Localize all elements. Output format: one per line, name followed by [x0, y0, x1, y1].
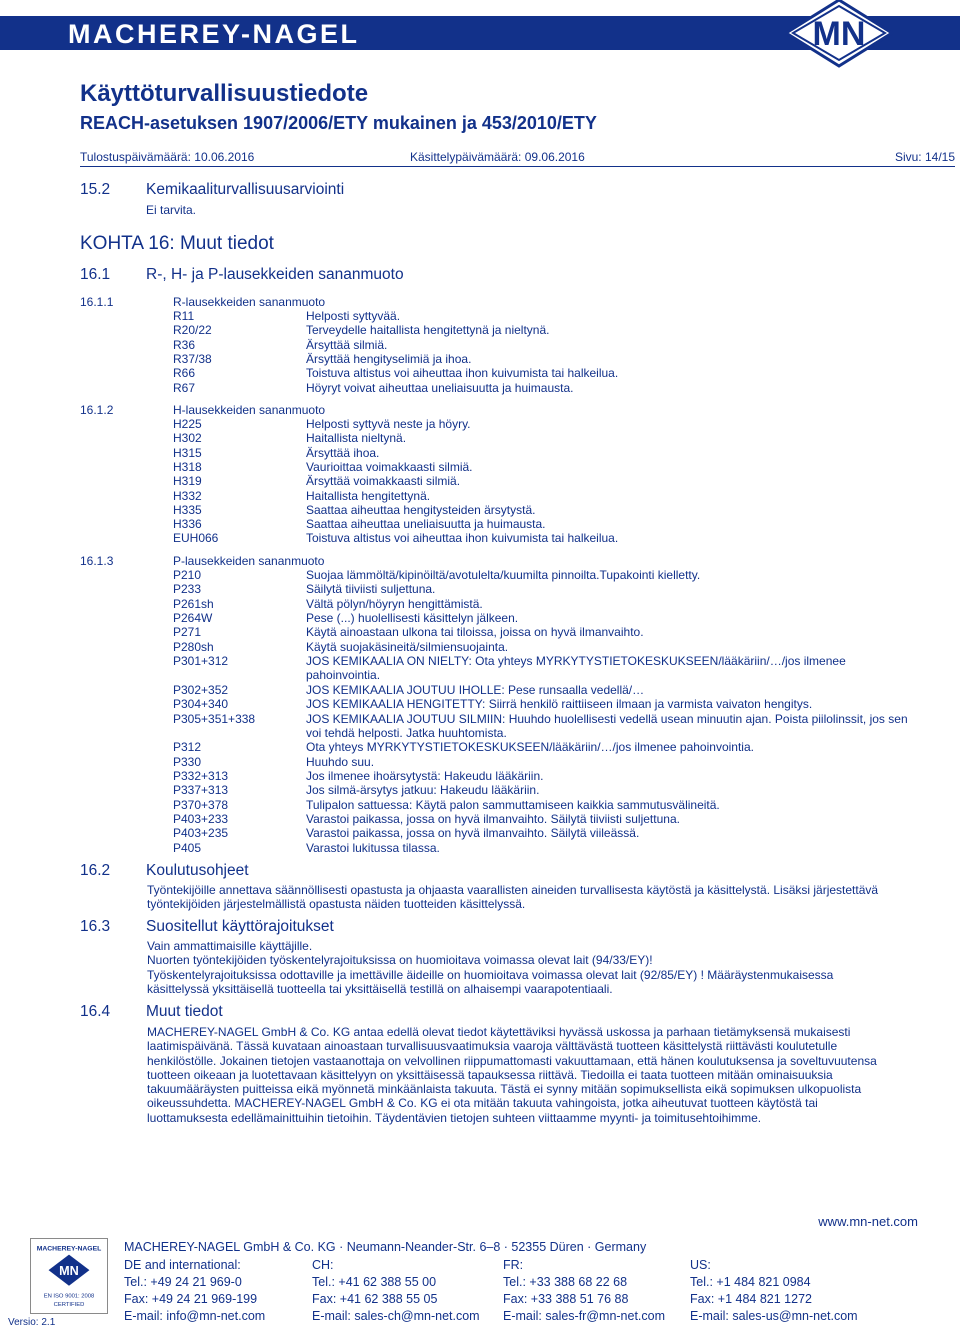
contact-email[interactable]: E-mail: sales-us@mn-net.com [690, 1309, 858, 1323]
phrase-code: P301+312 [173, 654, 229, 669]
phrase-text: Toistuva altistus voi aiheuttaa ihon kuivumista tai halkeilua. [306, 531, 619, 546]
phrase-code: EUH066 [173, 531, 219, 546]
phrase-code: R20/22 [173, 323, 212, 338]
phrase-code: P261sh [173, 596, 214, 611]
phrase-text: Jos ilmenee ihoärsytystä: Hakeudu lääkäriin. [306, 768, 544, 783]
phrase-code: R11 [173, 309, 195, 323]
phrase-text: Ärsyttää hengityselimiä ja ihoa. [306, 351, 472, 366]
subsection-number: 16.1.3 [80, 554, 114, 568]
contact-fax: Fax: +33 388 51 76 88 [503, 1292, 629, 1306]
phrase-code: H225 [173, 417, 202, 431]
contact-title: DE and international: [124, 1258, 241, 1272]
phrase-code: H302 [173, 431, 202, 446]
phrase-text: JOS KEMIKAALIA JOUTUU SILMIIN: Huuhdo huolellisesti vedellä usean minuutin ajan. Poista piilolinssit, jos sen voi tehdä helposti. Jatka huuhtomista. [306, 711, 908, 740]
phrase-text: Haitallista hengitettynä. [306, 488, 431, 503]
phrase-text: Varastoi paikassa, jossa on hyvä ilmanvaihto. Säilytä viileässä. [306, 826, 640, 841]
subsection-title: R-lausekkeiden sananmuoto [173, 295, 326, 309]
restrictions-line-1: Vain ammattimaisille käyttäjille. [147, 939, 313, 953]
phrase-code: P370+378 [173, 797, 229, 812]
svg-text:MN: MN [59, 1264, 79, 1279]
header-divider [80, 166, 955, 167]
phrase-text: Haitallista nieltynä. [306, 431, 407, 446]
contact-tel: Tel.: +1 484 821 0984 [690, 1275, 811, 1289]
contact-tel: Tel.: +49 24 21 969-0 [124, 1275, 242, 1289]
section-16-2 [80, 862, 480, 882]
phrase-code: P264W [173, 611, 213, 626]
phrase-text: Helposti syttyvää. [306, 309, 401, 323]
page-subtitle: REACH-asetuksen 1907/2006/ETY mukainen ja 453/2010/ETY [80, 113, 597, 133]
page-number: Sivu: 14/15 [894, 150, 955, 164]
restrictions-line-3: Työskentelyrajoituksissa odottaville ja imettäville äideille on huomioitava voimassa olevat lait (92/85/EY) ! Määräystenmukaisessa käsittelyssä yksittäisellä tuotteella tai yksittäisellä testillä on alhaisempi vaarapotentiaali. [147, 968, 834, 997]
phrase-text: Ärsyttää voimakkaasti silmiä. [306, 474, 461, 489]
phrase-text: Varastoi lukitussa tilassa. [306, 840, 440, 855]
contact-fr [503, 1257, 665, 1325]
process-date: Käsittelypäivämäärä: 09.06.2016 [410, 150, 585, 164]
contact-email[interactable]: E-mail: sales-ch@mn-net.com [312, 1309, 480, 1323]
phrase-text: JOS KEMIKAALIA ON NIELTY: Ota yhteys MYRKYTYSTIETOKESKUKSEEN/lääkäriin/…/jos ilmenee pahoinvointia. [306, 654, 846, 683]
phrase-text: Helposti syttyvä neste ja höyry. [306, 417, 471, 431]
contact-tel: Tel.: +33 388 68 22 68 [503, 1275, 628, 1289]
phrase-text: Huuhdo suu. [306, 754, 375, 769]
subsection-number: 16.1.2 [80, 403, 114, 417]
section-number: 16.2 [80, 862, 111, 879]
phrase-text: Toistuva altistus voi aiheuttaa ihon kuivumista tai halkeilua. [306, 366, 619, 381]
phrase-code: R36 [173, 337, 196, 352]
phrase-code: R67 [173, 380, 196, 395]
phrase-text: Pese (...) huolellisesti käsittelyn jälkeen. [306, 611, 519, 626]
phrase-text: Saattaa aiheuttaa hengitysteiden ärsytystä. [306, 502, 536, 517]
section-number: 16.4 [80, 1003, 111, 1020]
phrase-code: P403+235 [173, 826, 229, 841]
phrase-code: P302+352 [173, 682, 229, 697]
section-title: R-, H- ja P-lausekkeiden sananmuoto [146, 266, 404, 283]
section-title: Kemikaaliturvallisuusarviointi [146, 181, 345, 198]
section-16-3 [80, 918, 480, 938]
phrase-code: P312 [173, 740, 202, 755]
phrase-code: P271 [173, 625, 202, 640]
phrase-text: Jos silmä-ärsytys jatkuu: Hakeudu lääkäriin. [306, 783, 540, 798]
subsection-title: P-lausekkeiden sananmuoto [173, 554, 325, 568]
phrase-code: P210 [173, 568, 202, 582]
phrase-text: Ärsyttää ihoa. [306, 445, 380, 460]
phrase-code: P332+313 [173, 768, 229, 783]
section-title: Suositellut käyttörajoitukset [146, 918, 334, 935]
contact-de [124, 1257, 265, 1325]
contact-title: FR: [503, 1258, 524, 1272]
section-title: Muut tiedot [146, 1003, 223, 1020]
phrase-text: JOS KEMIKAALIA HENGITETTY: Siirrä henkilö raittiiseen ilmaan ja varmista vaivaton hengitys. [306, 697, 813, 712]
top-banner [0, 0, 960, 62]
phrase-text: Terveydelle haitallista hengitettynä ja nieltynä. [306, 323, 550, 338]
print-date: Tulostuspäivämäärä: 10.06.2016 [80, 150, 255, 164]
subsection-number: 16.1.1 [80, 295, 114, 309]
company-address: MACHEREY-NAGEL GmbH & Co. KG · Neumann-Neander-Str. 6–8 · 52355 Düren · Germany [124, 1240, 647, 1254]
contact-title: CH: [312, 1258, 334, 1272]
phrase-text: Vaurioittaa voimakkaasti silmiä. [306, 459, 473, 474]
section-15-2-text: Ei tarvita. [146, 203, 197, 217]
phrase-text: Tulipalon sattuessa: Käytä palon sammuttamiseen kaikkia sammutusvälineitä. [306, 797, 720, 812]
certified-logo-icon [30, 1238, 108, 1314]
contact-fax: Fax: +1 484 821 1272 [690, 1292, 812, 1306]
phrase-text: Vältä pölyn/höyryn hengittämistä. [306, 596, 483, 611]
contact-title: US: [690, 1258, 711, 1272]
phrase-code: P330 [173, 754, 202, 769]
phrase-code: P304+340 [173, 697, 229, 712]
subsection-title: H-lausekkeiden sananmuoto [173, 403, 326, 417]
phrase-code: R66 [173, 366, 196, 381]
phrase-code: H319 [173, 474, 202, 489]
contact-email[interactable]: E-mail: info@mn-net.com [124, 1309, 266, 1323]
phrase-text: Säilytä tiiviisti suljettuna. [306, 582, 436, 597]
logo-text: MN [812, 15, 866, 53]
contact-fax: Fax: +49 24 21 969-199 [124, 1292, 258, 1306]
footer [0, 1200, 960, 1329]
contact-fax: Fax: +41 62 388 55 05 [312, 1292, 438, 1306]
phrase-text: Saattaa aiheuttaa uneliaisuutta ja huimausta. [306, 517, 546, 532]
phrase-text: JOS KEMIKAALIA JOUTUU IHOLLE: Pese runsaalla vedellä/… [306, 682, 645, 697]
section-16-4 [80, 1003, 480, 1023]
svg-text:MACHEREY-NAGEL: MACHEREY-NAGEL [36, 1245, 102, 1253]
phrase-code: R37/38 [173, 351, 212, 366]
part-16-title: KOHTA 16: Muut tiedot [80, 233, 274, 254]
website-link[interactable]: www.mn-net.com [818, 1214, 918, 1229]
section-title: Koulutusohjeet [146, 862, 249, 879]
restrictions-line-2: Nuorten työntekijöiden työskentelyrajoituksissa on huomioitava voimassa olevat lait (94/33/EY)! [147, 953, 653, 967]
phrase-code: P305+351+338 [173, 711, 256, 726]
phrase-code: P280sh [173, 639, 214, 654]
phrase-code: H336 [173, 517, 202, 532]
contact-email[interactable]: E-mail: sales-fr@mn-net.com [503, 1309, 666, 1323]
phrase-text: Ärsyttää silmiä. [306, 337, 388, 352]
contact-tel: Tel.: +41 62 388 55 00 [312, 1275, 437, 1289]
section-number: 16.3 [80, 918, 111, 935]
meta-row [80, 150, 955, 164]
phrase-text: Suojaa lämmöltä/kipinöiltä/avotulelta/kuumilta pinnoilta.Tupakointi kielletty. [306, 568, 701, 582]
section-number: 16.1 [80, 266, 111, 283]
section-number: 15.2 [80, 181, 111, 198]
section-15-2 [80, 181, 480, 201]
phrase-code: P403+233 [173, 811, 229, 826]
page-title: Käyttöturvallisuustiedote [80, 80, 369, 107]
phrase-code: H335 [173, 502, 202, 517]
phrase-code: P405 [173, 840, 202, 855]
section-16-1 [80, 266, 580, 286]
phrase-code: H318 [173, 459, 202, 474]
svg-text:EN ISO 9001: 2008: EN ISO 9001: 2008 [43, 1293, 95, 1300]
phrase-text: Höyryt voivat aiheuttaa uneliaisuutta ja huimausta. [306, 380, 574, 395]
training-text: Työntekijöille annettava säännöllisesti opastusta ja ohjaasta vaarallisten aineiden turvallisesta käytöstä ja käsittelystä. Lisäksi järjestettävä työntekijöiden järjestelmällistä opastusta näiden tuotteiden käsittelyssä. [147, 883, 879, 912]
brand-name: MACHEREY-NAGEL [68, 19, 360, 49]
phrase-code: H332 [173, 488, 202, 503]
phrase-text: Käytä suojakäsineitä/silmiensuojainta. [306, 639, 509, 654]
phrase-text: Ota yhteys MYRKYTYSTIETOKESKUKSEEN/lääkäriin/…/jos ilmenee pahoinvointia. [306, 740, 754, 755]
other-info-text: MACHEREY-NAGEL GmbH & Co. KG antaa edellä olevat tiedot käytettäviksi hyvässä uskossa ja parhaan tietämyksensä mukaisesti laatimispäivänä. Tässä kuvataan ainoastaan turvallisuusvaatimuksia vaaroja välttävästä tuotteen käsittelystä riittävästi koulutetulle henkilöstölle. Jokainen tietojen vastaanottaja on velvollinen riippumattomasti vakuuttamaan, että hänen koulutuksensa ja soveltuvuutensa tuotteen oikeaan ja luotettavaan käsittelyyn on yksittäisessä tapauksessa riittävä. Tiedoilla ei taata tuotteen mitään ominaisuuksia takuumääräysten puitteissa eikä myönnetä minkäänlaista takuuta. Tästä ei synny mitään sopimuksellista eikä sopimuksen ulkopuolista oikeussuhdetta. MACHEREY-NAGEL GmbH & Co. KG ei ota mitään takuuta vahingoista, jotka aiheutuvat tuotteen käytöstä tai luottamuksesta edellämainittuihin tietoihin. Täydentävien tietojen suhteen viittaamme myynti- ja toimitusehtoihimme. [147, 1025, 877, 1125]
phrase-code: P233 [173, 582, 202, 597]
contact-us [690, 1257, 858, 1325]
phrase-text: Käytä ainoastaan ulkona tai tiloissa, joissa on hyvä ilmanvaihto. [306, 625, 644, 640]
svg-text:CERTIFIED: CERTIFIED [53, 1302, 85, 1309]
phrase-text: Varastoi paikassa, jossa on hyvä ilmanvaihto. Säilytä tiiviisti suljettuna. [306, 811, 680, 826]
mn-logo-icon [784, 0, 894, 68]
version-label: Versio: 2.1 [8, 1317, 56, 1328]
contact-ch [312, 1257, 480, 1325]
phrase-code: P337+313 [173, 783, 229, 798]
phrase-code: H315 [173, 445, 202, 460]
